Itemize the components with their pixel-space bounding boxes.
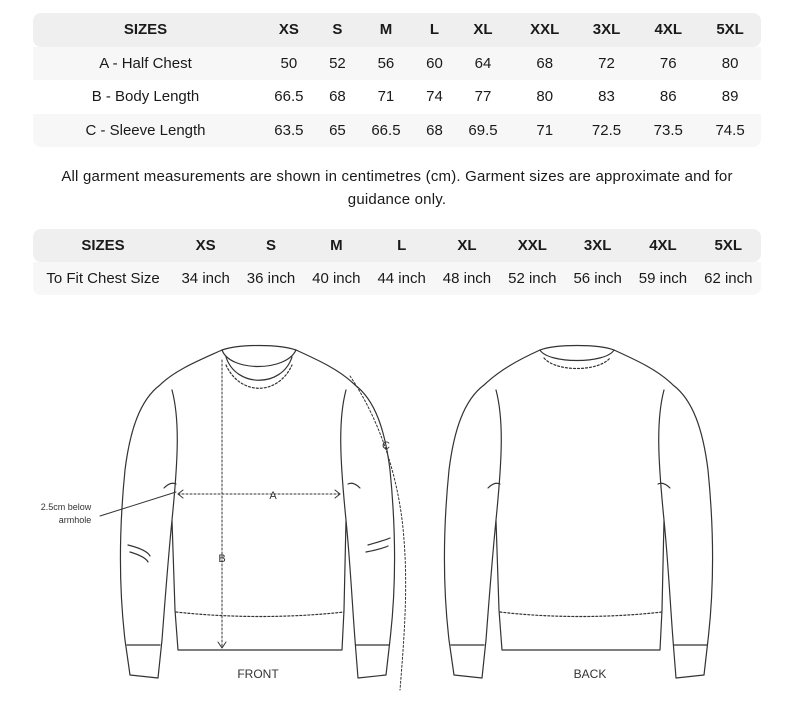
row-label: To Fit Chest Size (46, 270, 160, 287)
table-cell: 71 (536, 121, 554, 139)
row-label: B - Body Length (91, 88, 200, 106)
header-cell: M (379, 21, 393, 39)
table-row (33, 262, 761, 295)
table-cell: 89 (721, 88, 739, 106)
header-cell: 5XL (716, 21, 744, 39)
table-cell: 52 inch (508, 270, 557, 287)
label-b: B (218, 553, 226, 565)
header-cell: SIZES (123, 21, 168, 39)
table-header-row (33, 13, 761, 47)
header-cell: XXL (517, 237, 547, 254)
table-cell: 65 (329, 121, 346, 139)
table-cell: 66.5 (274, 88, 304, 106)
table-cell: 50 (280, 54, 298, 72)
front-label: FRONT (237, 667, 279, 681)
table-row (33, 47, 761, 81)
front-sweatshirt (100, 346, 406, 691)
table-cell: 62 inch (704, 270, 753, 287)
table-cell: 74 (426, 88, 443, 106)
header-cell: 4XL (649, 237, 677, 254)
measurement-note: All garment measurements are shown in centimetres (cm). Garment sizes are approximate and for guidance only. (61, 168, 733, 208)
measurements-table (33, 13, 761, 147)
header-cell: XS (195, 237, 216, 254)
table-row (33, 114, 761, 148)
table-cell: 56 (377, 54, 395, 72)
table-cell: 34 inch (181, 270, 230, 287)
back-sweatshirt (444, 346, 712, 679)
header-cell: 3XL (592, 21, 621, 39)
table-cell: 72 (598, 54, 615, 72)
table-cell: 86 (659, 88, 677, 106)
table-cell: 69.5 (468, 121, 498, 139)
table-cell: 73.5 (653, 121, 683, 139)
header-cell: SIZES (81, 237, 125, 254)
row-label: A - Half Chest (99, 54, 192, 72)
table-cell: 77 (474, 88, 492, 106)
table-cell: 68 (536, 54, 554, 72)
header-cell: 4XL (654, 21, 683, 39)
header-cell: XL (473, 21, 493, 39)
row-label: C - Sleeve Length (85, 121, 206, 139)
back-label: BACK (573, 667, 607, 681)
label-a: A (269, 490, 277, 502)
header-cell: S (265, 237, 276, 254)
table-cell: 56 inch (573, 270, 622, 287)
header-cell: L (397, 237, 407, 254)
header-cell: XXL (530, 21, 560, 39)
armhole-note-line2: armhole (58, 515, 92, 525)
label-c: C (382, 440, 390, 452)
table-cell: 71 (377, 88, 395, 106)
table-cell: 52 (329, 54, 346, 72)
header-cell: XL (457, 237, 477, 254)
table-cell: 44 inch (377, 270, 426, 287)
header-cell: M (330, 237, 343, 254)
header-cell: 3XL (583, 237, 612, 254)
table-cell: 63.5 (274, 121, 304, 139)
table-cell: 48 inch (442, 270, 492, 287)
table-cell: 76 (659, 54, 677, 72)
table-cell: 60 (426, 54, 443, 72)
sweatshirt-diagram (0, 330, 794, 720)
table-row (33, 80, 761, 114)
armhole-note-line1: 2.5cm below (40, 502, 92, 512)
table-header-row (33, 229, 761, 262)
table-cell: 72.5 (591, 121, 622, 139)
table-cell: 59 inch (638, 270, 688, 287)
table-cell: 80 (721, 54, 739, 72)
table-cell: 64 (474, 54, 492, 72)
table-cell: 74.5 (715, 121, 745, 139)
header-cell: 5XL (714, 237, 743, 254)
table-cell: 66.5 (371, 121, 401, 139)
header-cell: S (332, 21, 343, 39)
table-cell: 83 (598, 88, 615, 106)
header-cell: L (429, 21, 440, 39)
header-cell: XS (278, 21, 299, 39)
fit-chest-table (33, 229, 761, 295)
table-cell: 68 (426, 121, 443, 139)
table-cell: 36 inch (246, 270, 296, 287)
table-cell: 80 (536, 88, 554, 106)
table-cell: 40 inch (312, 270, 361, 287)
table-cell: 68 (329, 88, 346, 106)
